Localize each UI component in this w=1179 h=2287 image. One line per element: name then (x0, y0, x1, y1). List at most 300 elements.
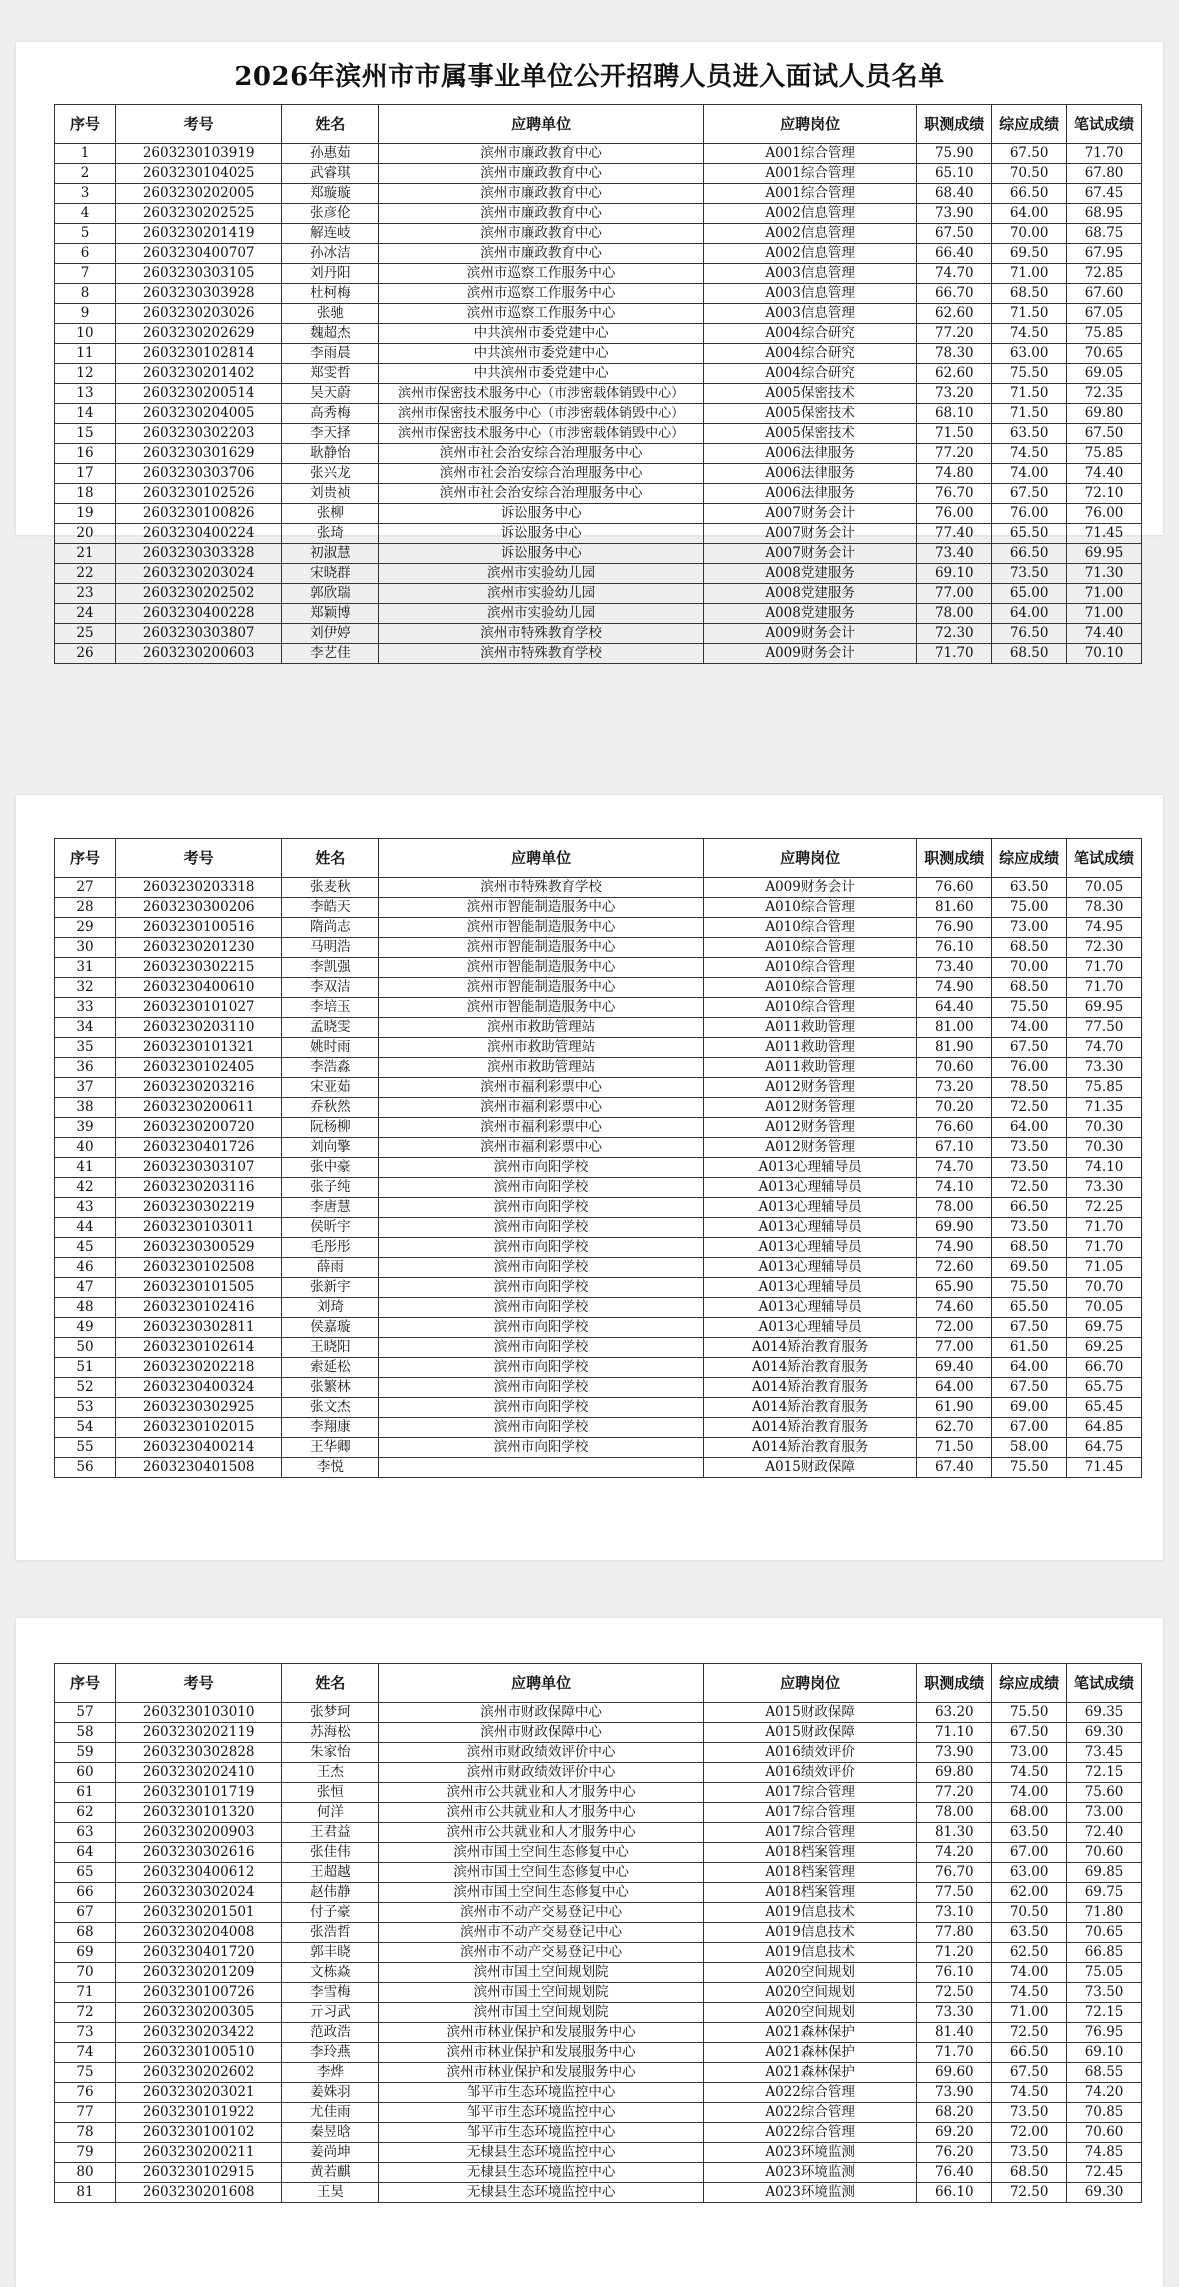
results-table (54, 838, 1142, 1478)
table-row (55, 1983, 1142, 2003)
table-row (55, 244, 1142, 264)
cell-seq: 42 (55, 1178, 116, 1198)
cell-seq: 80 (55, 2163, 116, 2183)
cell-score-a: 76.60 (917, 878, 992, 898)
cell-score-total: 67.80 (1067, 164, 1142, 184)
cell-score-a: 65.90 (917, 1278, 992, 1298)
cell-position: A020空间规划 (703, 1983, 917, 2003)
cell-unit: 滨州市保密技术服务中心（市涉密载体销毁中心） (379, 404, 703, 424)
cell-score-a: 69.20 (917, 2123, 992, 2143)
cell-exam-no: 2603230303105 (116, 264, 282, 284)
cell-score-b: 73.50 (992, 1138, 1067, 1158)
table-row (55, 1158, 1142, 1178)
cell-seq: 78 (55, 2123, 116, 2143)
cell-exam-no: 2603230102814 (116, 344, 282, 364)
cell-score-b: 72.50 (992, 1178, 1067, 1198)
table-row (55, 564, 1142, 584)
cell-unit: 滨州市向阳学校 (379, 1398, 703, 1418)
cell-name: 姜姝羽 (282, 2083, 379, 2103)
cell-score-total: 70.30 (1067, 1138, 1142, 1158)
cell-unit: 滨州市林业保护和发展服务中心 (379, 2063, 703, 2083)
table-row (55, 938, 1142, 958)
cell-unit: 诉讼服务中心 (379, 524, 703, 544)
cell-exam-no: 2603230103011 (116, 1218, 282, 1238)
cell-seq: 50 (55, 1338, 116, 1358)
cell-name: 解连岐 (282, 224, 379, 244)
cell-score-total: 74.95 (1067, 918, 1142, 938)
cell-score-b: 68.50 (992, 2163, 1067, 2183)
table-row (55, 1318, 1142, 1338)
cell-score-b: 75.50 (992, 1703, 1067, 1723)
cell-score-a: 77.00 (917, 584, 992, 604)
cell-position: A017综合管理 (703, 1823, 917, 1843)
cell-score-total: 73.50 (1067, 1983, 1142, 2003)
cell-unit: 滨州市公共就业和人才服务中心 (379, 1823, 703, 1843)
cell-seq: 77 (55, 2103, 116, 2123)
table-row (55, 1138, 1142, 1158)
cell-position: A012财务管理 (703, 1098, 917, 1118)
cell-position: A010综合管理 (703, 918, 917, 938)
cell-exam-no: 2603230203021 (116, 2083, 282, 2103)
cell-score-total: 65.75 (1067, 1378, 1142, 1398)
cell-name: 李双洁 (282, 978, 379, 998)
cell-score-total: 70.60 (1067, 1843, 1142, 1863)
cell-score-a: 64.40 (917, 998, 992, 1018)
cell-position: A006法律服务 (703, 464, 917, 484)
cell-name: 黄若麒 (282, 2163, 379, 2183)
cell-name: 王晓阳 (282, 1338, 379, 1358)
cell-score-a: 74.70 (917, 1158, 992, 1178)
cell-unit: 滨州市财政保障中心 (379, 1723, 703, 1743)
cell-score-b: 63.00 (992, 344, 1067, 364)
cell-position: A017综合管理 (703, 1783, 917, 1803)
cell-name: 张驰 (282, 304, 379, 324)
cell-seq: 47 (55, 1278, 116, 1298)
cell-seq: 2 (55, 164, 116, 184)
table-row (55, 624, 1142, 644)
table-row (55, 1438, 1142, 1458)
table-row (55, 1378, 1142, 1398)
cell-score-total: 70.60 (1067, 2123, 1142, 2143)
table-row (55, 1258, 1142, 1278)
cell-name: 李艺佳 (282, 644, 379, 664)
cell-score-a: 76.00 (917, 504, 992, 524)
cell-score-a: 76.90 (917, 918, 992, 938)
cell-name: 魏超杰 (282, 324, 379, 344)
cell-exam-no: 2603230200720 (116, 1118, 282, 1138)
cell-seq: 27 (55, 878, 116, 898)
cell-position: A021森林保护 (703, 2063, 917, 2083)
cell-seq: 24 (55, 604, 116, 624)
cell-score-a: 69.60 (917, 2063, 992, 2083)
cell-position: A009财务会计 (703, 624, 917, 644)
table-row (55, 978, 1142, 998)
cell-score-total: 77.50 (1067, 1018, 1142, 1038)
cell-name: 张彦伦 (282, 204, 379, 224)
cell-unit: 滨州市廉政教育中心 (379, 164, 703, 184)
cell-score-b: 74.00 (992, 464, 1067, 484)
cell-name: 杜柯梅 (282, 284, 379, 304)
cell-score-b: 64.00 (992, 204, 1067, 224)
cell-unit: 滨州市向阳学校 (379, 1218, 703, 1238)
cell-score-total: 71.70 (1067, 144, 1142, 164)
table-row (55, 484, 1142, 504)
cell-name: 李唐慧 (282, 1198, 379, 1218)
cell-score-b: 68.50 (992, 284, 1067, 304)
cell-position: A001综合管理 (703, 164, 917, 184)
cell-name: 付子豪 (282, 1903, 379, 1923)
cell-score-a: 81.40 (917, 2023, 992, 2043)
cell-score-total: 74.10 (1067, 1158, 1142, 1178)
cell-exam-no: 2603230400228 (116, 604, 282, 624)
cell-position: A017综合管理 (703, 1803, 917, 1823)
cell-unit: 滨州市向阳学校 (379, 1358, 703, 1378)
cell-score-b: 73.50 (992, 2103, 1067, 2123)
cell-score-a: 73.20 (917, 1078, 992, 1098)
cell-exam-no: 2603230102416 (116, 1298, 282, 1318)
table-row (55, 2023, 1142, 2043)
column-header-score-b: 综应成绩 (992, 839, 1067, 878)
cell-exam-no: 2603230202005 (116, 184, 282, 204)
cell-score-a: 68.20 (917, 2103, 992, 2123)
column-header-score-b: 综应成绩 (992, 1664, 1067, 1703)
column-header-score-total: 笔试成绩 (1067, 839, 1142, 878)
cell-score-a: 77.00 (917, 1338, 992, 1358)
table-row (55, 504, 1142, 524)
cell-exam-no: 2603230100826 (116, 504, 282, 524)
table-row (55, 1963, 1142, 1983)
cell-score-a: 74.80 (917, 464, 992, 484)
cell-score-b: 62.50 (992, 1943, 1067, 1963)
cell-seq: 6 (55, 244, 116, 264)
cell-position: A023环境监测 (703, 2183, 917, 2203)
page-3 (16, 1618, 1163, 2287)
cell-exam-no: 2603230103010 (116, 1703, 282, 1723)
table-row (55, 1743, 1142, 1763)
column-header-name: 姓名 (282, 839, 379, 878)
cell-position: A004综合研究 (703, 364, 917, 384)
table-row (55, 1078, 1142, 1098)
table-row (55, 304, 1142, 324)
cell-position: A013心理辅导员 (703, 1198, 917, 1218)
page-1 (16, 42, 1163, 661)
cell-name: 朱家怡 (282, 1743, 379, 1763)
cell-name: 郑颖博 (282, 604, 379, 624)
table-header-row (55, 839, 1142, 878)
cell-score-total: 75.05 (1067, 1963, 1142, 1983)
cell-name: 郑雯哲 (282, 364, 379, 384)
column-header-score-b: 综应成绩 (992, 105, 1067, 144)
cell-score-b: 63.50 (992, 424, 1067, 444)
cell-unit: 滨州市不动产交易登记中心 (379, 1943, 703, 1963)
table-row (55, 998, 1142, 1018)
cell-name: 乔秋然 (282, 1098, 379, 1118)
cell-seq: 8 (55, 284, 116, 304)
cell-score-total: 66.70 (1067, 1358, 1142, 1378)
table-row (55, 1398, 1142, 1418)
cell-name: 王杰 (282, 1763, 379, 1783)
cell-name: 张麦秋 (282, 878, 379, 898)
cell-score-a: 72.30 (917, 624, 992, 644)
cell-unit: 滨州市救助管理站 (379, 1038, 703, 1058)
cell-score-b: 70.50 (992, 1903, 1067, 1923)
cell-name: 孟晓雯 (282, 1018, 379, 1038)
cell-name: 苏海松 (282, 1723, 379, 1743)
cell-unit: 中共滨州市委党建中心 (379, 364, 703, 384)
cell-score-a: 74.90 (917, 978, 992, 998)
table-row (55, 264, 1142, 284)
cell-unit: 滨州市向阳学校 (379, 1298, 703, 1318)
table-header-row (55, 1664, 1142, 1703)
cell-unit: 滨州市智能制造服务中心 (379, 998, 703, 1018)
cell-name: 王超越 (282, 1863, 379, 1883)
cell-unit: 诉讼服务中心 (379, 544, 703, 564)
cell-score-a: 71.70 (917, 2043, 992, 2063)
cell-seq: 79 (55, 2143, 116, 2163)
table-row (55, 1803, 1142, 1823)
table-row (55, 524, 1142, 544)
cell-seq: 7 (55, 264, 116, 284)
cell-exam-no: 2603230300529 (116, 1238, 282, 1258)
cell-name: 张中豪 (282, 1158, 379, 1178)
cell-unit: 滨州市智能制造服务中心 (379, 958, 703, 978)
cell-score-b: 70.50 (992, 164, 1067, 184)
cell-position: A014矫治教育服务 (703, 1338, 917, 1358)
cell-seq: 44 (55, 1218, 116, 1238)
cell-score-total: 67.45 (1067, 184, 1142, 204)
table-row (55, 464, 1142, 484)
cell-exam-no: 2603230400612 (116, 1863, 282, 1883)
cell-position: A014矫治教育服务 (703, 1418, 917, 1438)
cell-seq: 32 (55, 978, 116, 998)
cell-score-a: 72.00 (917, 1318, 992, 1338)
cell-seq: 65 (55, 1863, 116, 1883)
cell-unit: 滨州市特殊教育学校 (379, 644, 703, 664)
cell-score-b: 73.50 (992, 564, 1067, 584)
cell-score-a: 70.60 (917, 1058, 992, 1078)
cell-score-b: 71.50 (992, 384, 1067, 404)
cell-score-a: 73.30 (917, 2003, 992, 2023)
cell-score-b: 67.50 (992, 144, 1067, 164)
table-row (55, 2063, 1142, 2083)
cell-name: 王君益 (282, 1823, 379, 1843)
cell-unit: 滨州市巡察工作服务中心 (379, 304, 703, 324)
cell-score-b: 71.00 (992, 264, 1067, 284)
cell-seq: 46 (55, 1258, 116, 1278)
cell-score-a: 69.40 (917, 1358, 992, 1378)
cell-seq: 19 (55, 504, 116, 524)
cell-name: 郑璇璇 (282, 184, 379, 204)
cell-score-b: 63.50 (992, 1823, 1067, 1843)
cell-score-total: 71.35 (1067, 1098, 1142, 1118)
cell-score-b: 67.50 (992, 2063, 1067, 2083)
cell-exam-no: 2603230302828 (116, 1743, 282, 1763)
cell-score-b: 74.50 (992, 444, 1067, 464)
cell-name: 张文杰 (282, 1398, 379, 1418)
cell-score-total: 67.60 (1067, 284, 1142, 304)
cell-score-a: 72.60 (917, 1258, 992, 1278)
cell-position: A021森林保护 (703, 2043, 917, 2063)
cell-seq: 5 (55, 224, 116, 244)
cell-seq: 81 (55, 2183, 116, 2203)
cell-exam-no: 2603230303107 (116, 1158, 282, 1178)
column-header-position: 应聘岗位 (703, 105, 917, 144)
cell-exam-no: 2603230303328 (116, 544, 282, 564)
cell-unit: 邹平市生态环境监控中心 (379, 2103, 703, 2123)
cell-score-b: 76.50 (992, 624, 1067, 644)
column-header-name: 姓名 (282, 1664, 379, 1703)
cell-score-total: 72.30 (1067, 938, 1142, 958)
table-row (55, 584, 1142, 604)
cell-unit: 滨州市社会治安综合治理服务中心 (379, 444, 703, 464)
cell-position: A013心理辅导员 (703, 1318, 917, 1338)
table-row (55, 284, 1142, 304)
cell-score-total: 70.70 (1067, 1278, 1142, 1298)
cell-seq: 40 (55, 1138, 116, 1158)
cell-score-a: 71.70 (917, 644, 992, 664)
cell-score-a: 71.50 (917, 424, 992, 444)
cell-score-total: 72.45 (1067, 2163, 1142, 2183)
cell-position: A005保密技术 (703, 384, 917, 404)
cell-score-a: 68.10 (917, 404, 992, 424)
cell-unit: 滨州市国土空间生态修复中心 (379, 1883, 703, 1903)
cell-position: A023环境监测 (703, 2163, 917, 2183)
cell-unit: 中共滨州市委党建中心 (379, 324, 703, 344)
table-row (55, 898, 1142, 918)
cell-unit: 滨州市财政绩效评价中心 (379, 1763, 703, 1783)
cell-unit: 滨州市向阳学校 (379, 1378, 703, 1398)
cell-seq: 4 (55, 204, 116, 224)
cell-position: A013心理辅导员 (703, 1278, 917, 1298)
cell-score-b: 67.50 (992, 1038, 1067, 1058)
cell-score-b: 64.00 (992, 1358, 1067, 1378)
cell-exam-no: 2603230203422 (116, 2023, 282, 2043)
cell-score-a: 74.90 (917, 1238, 992, 1258)
cell-position: A012财务管理 (703, 1118, 917, 1138)
cell-score-total: 68.55 (1067, 2063, 1142, 2083)
cell-exam-no: 2603230303807 (116, 624, 282, 644)
table-row (55, 604, 1142, 624)
cell-exam-no: 2603230400707 (116, 244, 282, 264)
cell-seq: 9 (55, 304, 116, 324)
cell-unit: 中共滨州市委党建中心 (379, 344, 703, 364)
cell-seq: 31 (55, 958, 116, 978)
cell-score-b: 76.00 (992, 1058, 1067, 1078)
cell-score-total: 70.05 (1067, 1298, 1142, 1318)
cell-seq: 1 (55, 144, 116, 164)
cell-exam-no: 2603230400610 (116, 978, 282, 998)
cell-score-b: 70.00 (992, 958, 1067, 978)
cell-name: 武睿琪 (282, 164, 379, 184)
cell-unit: 滨州市实验幼儿园 (379, 584, 703, 604)
cell-seq: 33 (55, 998, 116, 1018)
cell-score-a: 70.20 (917, 1098, 992, 1118)
cell-position: A010综合管理 (703, 898, 917, 918)
cell-seq: 58 (55, 1723, 116, 1743)
cell-seq: 72 (55, 2003, 116, 2023)
cell-score-total: 71.05 (1067, 1258, 1142, 1278)
cell-score-b: 67.50 (992, 1378, 1067, 1398)
cell-seq: 41 (55, 1158, 116, 1178)
column-header-exam-no: 考号 (116, 105, 282, 144)
cell-score-b: 74.00 (992, 1783, 1067, 1803)
cell-exam-no: 2603230202218 (116, 1358, 282, 1378)
cell-name: 刘丹阳 (282, 264, 379, 284)
cell-score-total: 69.85 (1067, 1863, 1142, 1883)
column-header-score-a: 职测成绩 (917, 1664, 992, 1703)
cell-unit: 滨州市智能制造服务中心 (379, 898, 703, 918)
cell-exam-no: 2603230202502 (116, 584, 282, 604)
cell-seq: 16 (55, 444, 116, 464)
column-header-name: 姓名 (282, 105, 379, 144)
cell-exam-no: 2603230200611 (116, 1098, 282, 1118)
cell-unit: 滨州市廉政教育中心 (379, 184, 703, 204)
cell-position: A003信息管理 (703, 284, 917, 304)
cell-score-a: 69.10 (917, 564, 992, 584)
cell-score-b: 74.00 (992, 1963, 1067, 1983)
cell-name: 高秀梅 (282, 404, 379, 424)
cell-score-a: 77.20 (917, 324, 992, 344)
cell-unit: 滨州市公共就业和人才服务中心 (379, 1783, 703, 1803)
cell-unit: 滨州市向阳学校 (379, 1258, 703, 1278)
cell-unit: 滨州市廉政教育中心 (379, 144, 703, 164)
cell-score-a: 66.10 (917, 2183, 992, 2203)
cell-seq: 76 (55, 2083, 116, 2103)
cell-exam-no: 2603230100102 (116, 2123, 282, 2143)
column-header-unit: 应聘单位 (379, 1664, 703, 1703)
column-header-seq: 序号 (55, 105, 116, 144)
cell-unit: 滨州市社会治安综合治理服务中心 (379, 464, 703, 484)
table-row (55, 1278, 1142, 1298)
column-header-seq: 序号 (55, 1664, 116, 1703)
cell-unit: 滨州市福利彩票中心 (379, 1078, 703, 1098)
cell-unit: 滨州市智能制造服务中心 (379, 918, 703, 938)
cell-unit: 滨州市向阳学校 (379, 1318, 703, 1338)
cell-seq: 15 (55, 424, 116, 444)
cell-position: A020空间规划 (703, 2003, 917, 2023)
table-row (55, 1358, 1142, 1378)
cell-name: 刘贵祯 (282, 484, 379, 504)
table-row (55, 1843, 1142, 1863)
cell-score-total: 72.40 (1067, 1823, 1142, 1843)
cell-exam-no: 2603230202602 (116, 2063, 282, 2083)
cell-score-a: 77.50 (917, 1883, 992, 1903)
cell-name: 文栋焱 (282, 1963, 379, 1983)
cell-position: A014矫治教育服务 (703, 1398, 917, 1418)
cell-score-total: 71.45 (1067, 1458, 1142, 1478)
cell-exam-no: 2603230204008 (116, 1923, 282, 1943)
cell-exam-no: 2603230401720 (116, 1943, 282, 1963)
cell-exam-no: 2603230200603 (116, 644, 282, 664)
column-header-score-total: 笔试成绩 (1067, 105, 1142, 144)
cell-exam-no: 2603230201501 (116, 1903, 282, 1923)
cell-seq: 75 (55, 2063, 116, 2083)
cell-position: A001综合管理 (703, 184, 917, 204)
cell-unit: 滨州市不动产交易登记中心 (379, 1903, 703, 1923)
cell-score-total: 76.95 (1067, 2023, 1142, 2043)
cell-score-b: 71.00 (992, 2003, 1067, 2023)
table-row (55, 1418, 1142, 1438)
cell-exam-no: 2603230302811 (116, 1318, 282, 1338)
cell-exam-no: 2603230204005 (116, 404, 282, 424)
cell-score-a: 75.90 (917, 144, 992, 164)
cell-exam-no: 2603230400214 (116, 1438, 282, 1458)
cell-position: A022综合管理 (703, 2123, 917, 2143)
cell-score-total: 71.70 (1067, 1238, 1142, 1258)
cell-unit: 滨州市特殊教育学校 (379, 878, 703, 898)
cell-score-a: 81.30 (917, 1823, 992, 1843)
cell-position: A004综合研究 (703, 324, 917, 344)
